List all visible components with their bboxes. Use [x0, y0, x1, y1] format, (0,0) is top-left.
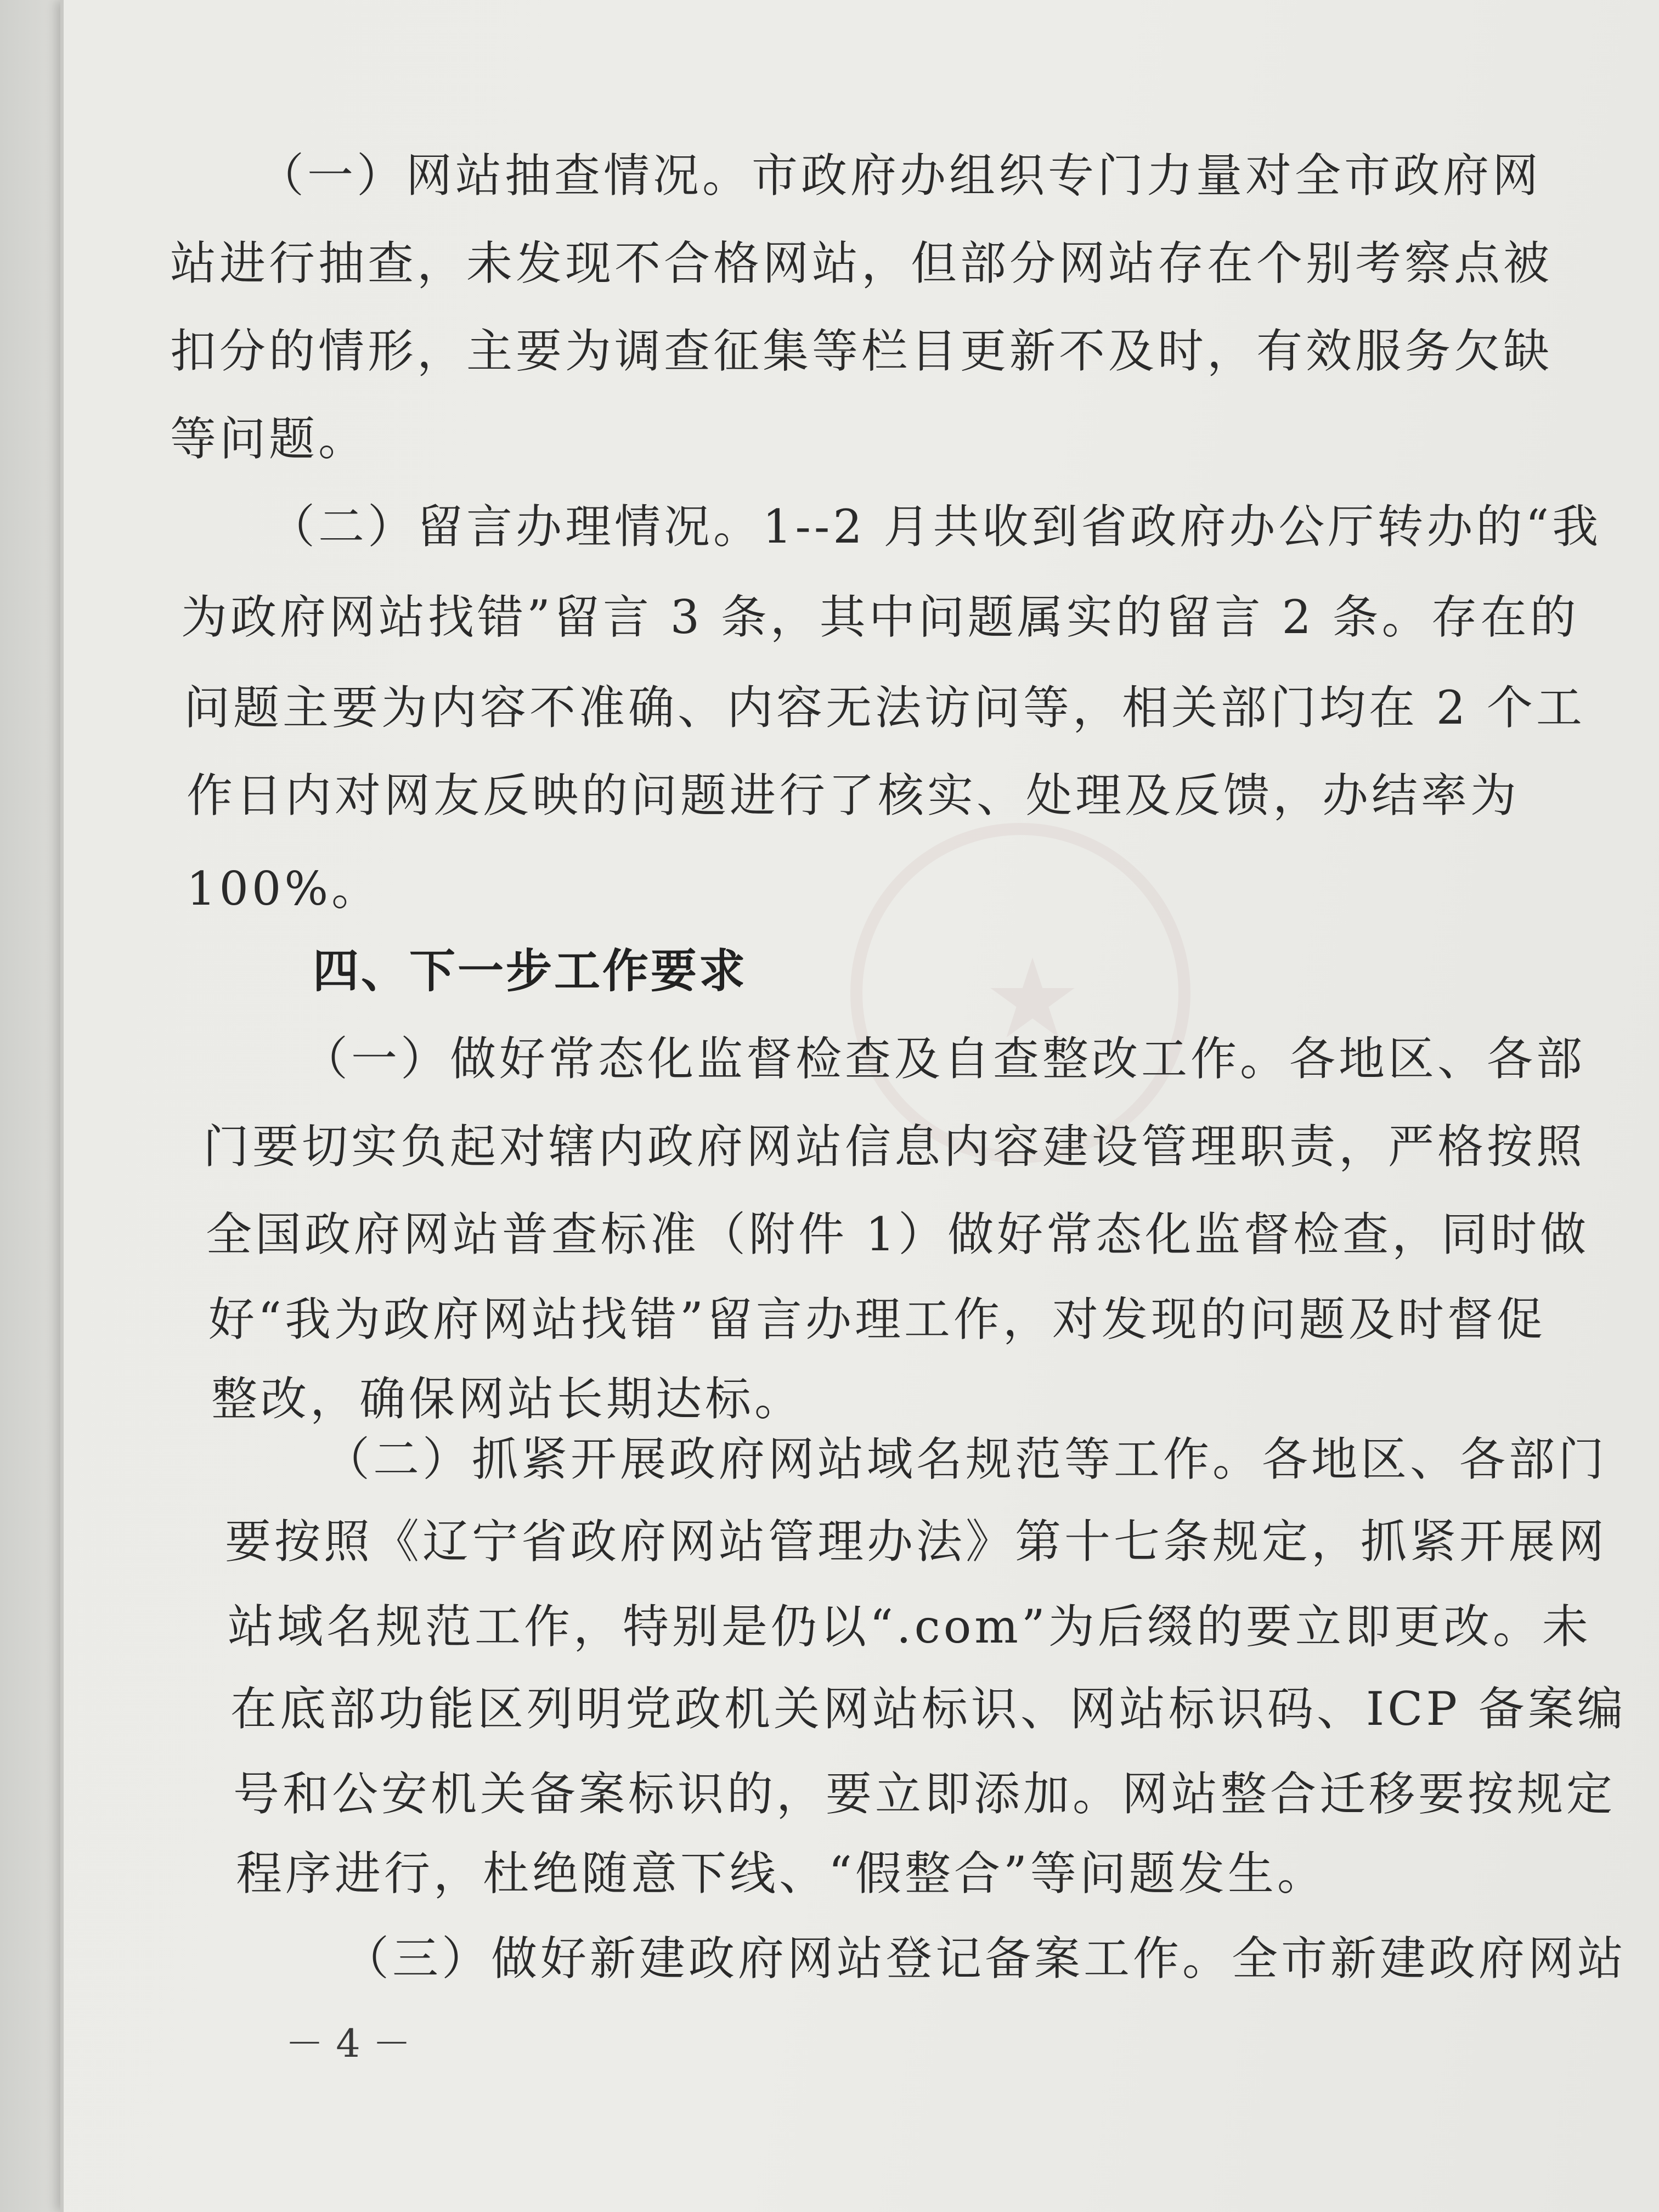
- paragraph-line: 全国政府网站普查标准（附件 1）做好常态化监督检查，同时做: [206, 1207, 1590, 1261]
- paragraph-line: 要按照《辽宁省政府网站管理办法》第十七条规定，抓紧开展网: [225, 1515, 1608, 1568]
- section-heading: 四、下一步工作要求: [313, 944, 748, 998]
- star-icon: ★: [983, 935, 1082, 1063]
- paragraph-line: 门要切实负起对辖内政府网站信息内容建设管理职责，严格按照: [203, 1120, 1586, 1173]
- paragraph-line: 站域名规范工作，特别是仍以“.com”为后缀的要立即更改。未: [228, 1600, 1592, 1654]
- paragraph-line: 好“我为政府网站找错”留言办理工作，对发现的问题及时督促: [208, 1293, 1546, 1346]
- paragraph-line: （二）抓紧开展政府网站域名规范等工作。各地区、各部门: [324, 1432, 1608, 1486]
- paragraph-line: 为政府网站找错”留言 3 条，其中问题属实的留言 2 条。存在的: [181, 590, 1579, 644]
- paragraph-line: 作日内对网友反映的问题进行了核实、处理及反馈，办结率为: [187, 769, 1520, 822]
- paragraph-line: 问题主要为内容不准确、内容无法访问等，相关部门均在 2 个工: [184, 681, 1585, 735]
- page-number: － 4 －: [285, 2021, 411, 2066]
- paragraph-line: （二）留言办理情况。1--2 月共收到省政府办公厅转办的“我: [269, 500, 1602, 554]
- paragraph-line: 扣分的情形，主要为调查征集等栏目更新不及时，有效服务欠缺: [170, 324, 1553, 378]
- paragraph-line: 站进行抽查，未发现不合格网站，但部分网站存在个别考察点被: [170, 236, 1553, 290]
- paragraph-line: 整改，确保网站长期达标。: [211, 1372, 804, 1426]
- paragraph-line: 在底部功能区列明党政机关网站标识、网站标识码、ICP 备案编: [230, 1682, 1627, 1736]
- paragraph-line: 程序进行，杜绝随意下线、“假整合”等问题发生。: [236, 1847, 1327, 1900]
- paragraph-line: （三）做好新建政府网站登记备案工作。全市新建政府网站: [343, 1932, 1627, 1985]
- paragraph-line: （一）做好常态化监督检查及自查整改工作。各地区、各部: [302, 1032, 1586, 1086]
- paragraph-line: 号和公安机关备案标识的，要立即添加。网站整合迁移要按规定: [233, 1767, 1616, 1821]
- paragraph-line: （一）网站抽查情况。市政府办组织专门力量对全市政府网: [258, 149, 1542, 202]
- paragraph-line: 100%。: [187, 862, 381, 916]
- paragraph-line: 等问题。: [170, 412, 368, 466]
